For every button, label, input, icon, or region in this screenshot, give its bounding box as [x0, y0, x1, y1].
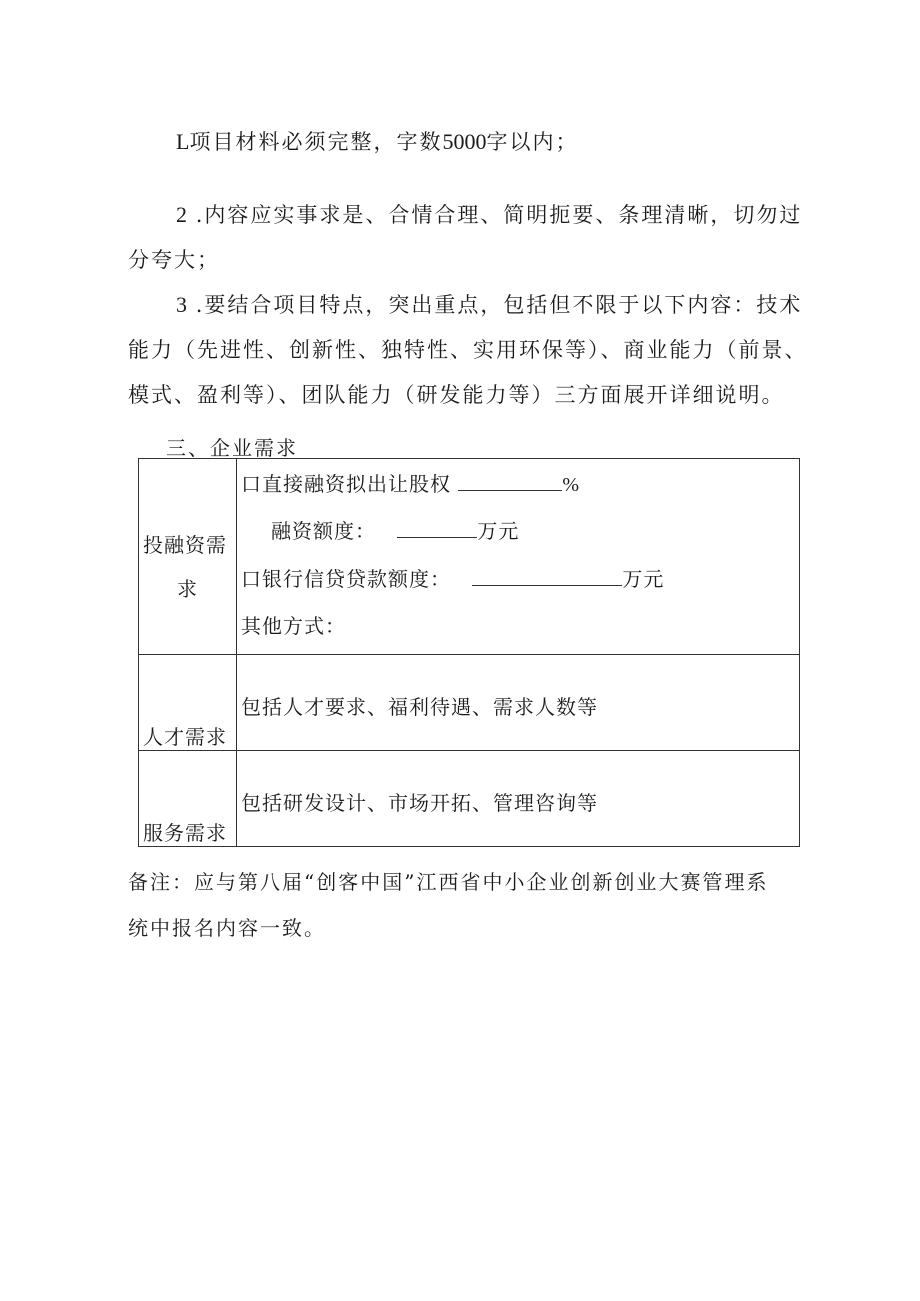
financing-amount-text: 融资额度： [271, 519, 376, 543]
equity-percent-field[interactable] [458, 472, 562, 491]
requirement-2-marker: 2 [176, 202, 187, 227]
other-methods: 其他方式： [241, 614, 346, 638]
table-row-services [139, 751, 800, 847]
requirement-1-number: 5000 [442, 129, 487, 154]
financing-content-cell [237, 459, 800, 655]
requirement-3-line3: 模式、盈利等）、团队能力（研发能力等）三方面展开详细说明。 [128, 383, 785, 407]
requirement-1 [176, 131, 578, 153]
remark-line1: 备注：应与第八届“创客中国”江西省中小企业创新创业大赛管理系 [128, 870, 769, 894]
equity-option [241, 468, 580, 497]
services-label: 服务需求 [143, 821, 227, 845]
bank-loan-option [241, 563, 664, 592]
table-row-talent [139, 655, 800, 751]
bank-loan-unit: 万元 [622, 567, 665, 591]
talent-label: 人才需求 [143, 725, 227, 749]
requirement-1-tail: 字以内； [486, 130, 579, 154]
financing-amount-unit: 万元 [477, 519, 520, 543]
requirement-3-marker: 3 [176, 292, 187, 317]
requirement-3-line2: 能力（先进性、创新性、独特性、实用环保等）、商业能力（前景、 [128, 338, 808, 362]
financing-amount-field[interactable] [397, 519, 477, 538]
services-content-cell [237, 751, 800, 847]
services-label-cell [139, 751, 237, 847]
requirement-2-line2: 分夸大； [128, 248, 220, 272]
financing-label-line2: 求 [177, 577, 198, 601]
requirement-3-text: .要结合项目特点，突出重点，包括但不限于以下内容：技术 [195, 293, 803, 317]
equity-option-text: 口直接融资拟出让股权 [241, 472, 451, 496]
talent-content: 包括人才要求、福利待遇、需求人数等 [241, 695, 598, 719]
requirement-1-text: 项目材料必须完整，字数 [189, 130, 443, 154]
talent-label-cell [139, 655, 237, 751]
bank-loan-text: 口银行信贷贷款额度： [241, 567, 451, 591]
requirement-2-text: .内容应实事求是、合情合理、简明扼要、条理清晰，切勿过 [195, 203, 803, 227]
financing-label-cell [139, 459, 237, 655]
requirement-3-line1 [176, 294, 802, 316]
financing-label-line1: 投融资需 [143, 533, 227, 557]
requirement-1-marker: L [176, 129, 190, 154]
services-content: 包括研发设计、市场开拓、管理咨询等 [241, 791, 598, 815]
requirement-2-line1 [176, 204, 802, 226]
enterprise-needs-table [138, 458, 800, 847]
talent-content-cell [237, 655, 800, 751]
equity-percent-unit: % [562, 474, 581, 496]
remark-line2: 统中报名内容一致。 [128, 916, 326, 940]
financing-amount [271, 515, 519, 544]
table-row-financing [139, 459, 800, 655]
bank-loan-field[interactable] [472, 567, 622, 586]
section-heading: 三、企业需求 [166, 436, 298, 460]
